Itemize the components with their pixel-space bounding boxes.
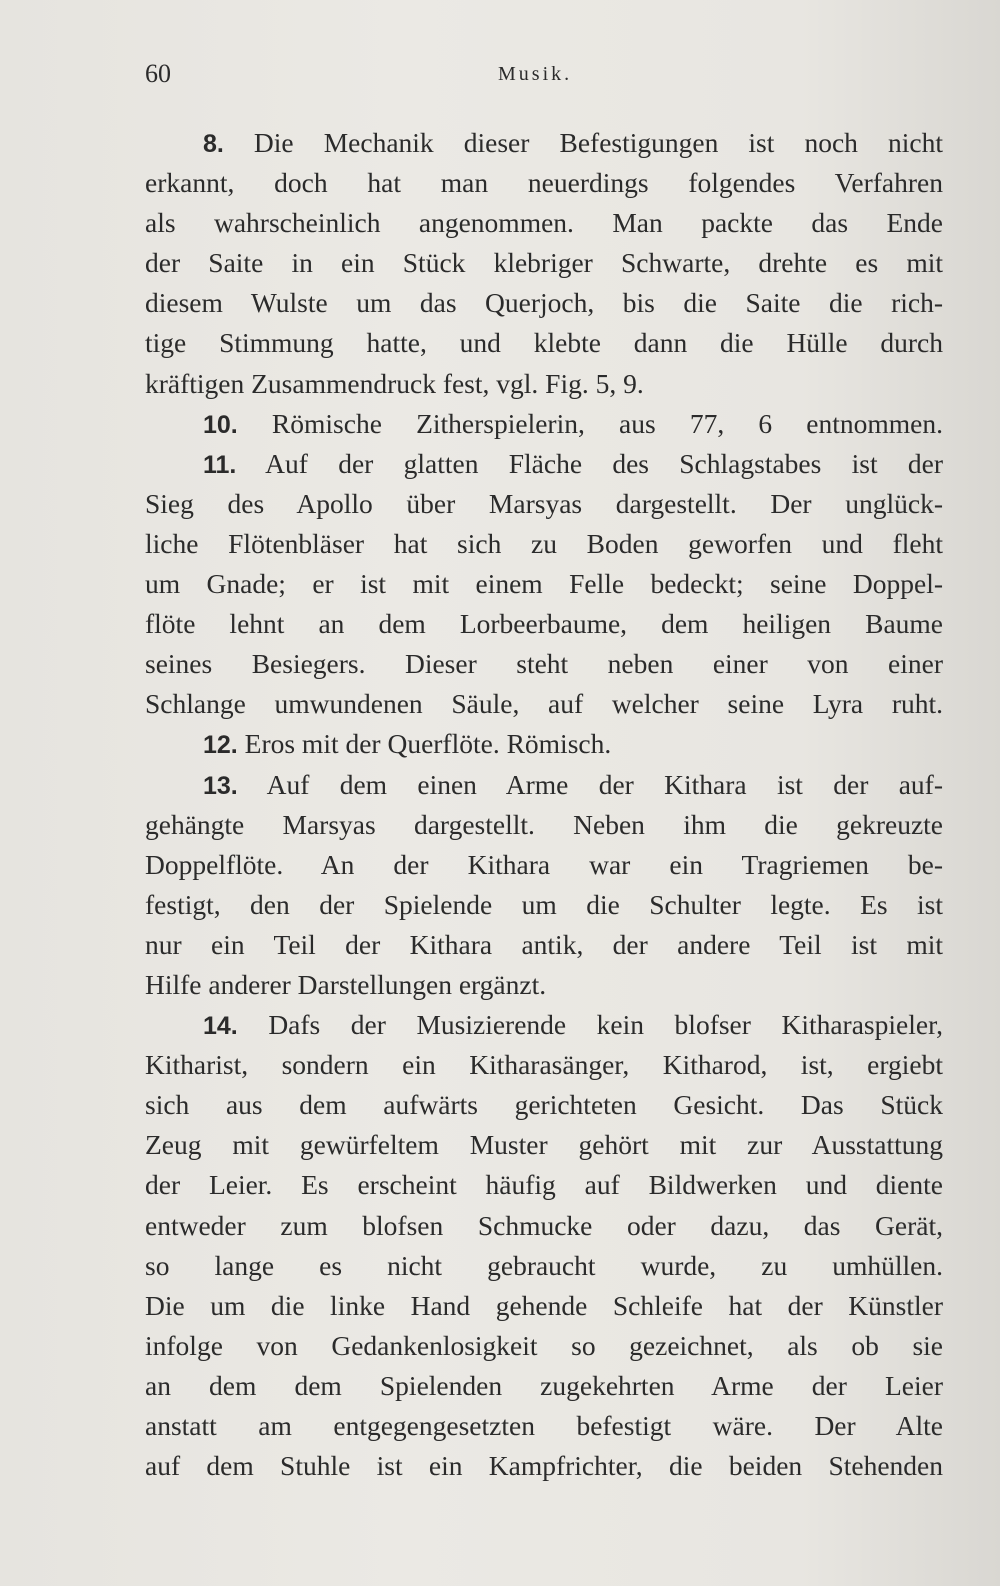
line-text: Zeug mit gewürfeltem Muster gehört mit zur Ausstattung bbox=[145, 1129, 943, 1161]
text-line bbox=[145, 123, 943, 163]
note-number: 12. bbox=[203, 731, 238, 760]
text-line bbox=[145, 965, 943, 1005]
line-text: diesem Wulste um das Querjoch, bis die Saite die rich- bbox=[145, 287, 943, 319]
note-number: 14. bbox=[203, 1012, 238, 1041]
text-line bbox=[145, 444, 943, 484]
text-line bbox=[145, 684, 943, 724]
text-line bbox=[145, 1366, 943, 1406]
page-number: 60 bbox=[145, 59, 171, 88]
line-text: Eros mit der Querflöte. Römisch. bbox=[237, 728, 612, 760]
body-text bbox=[145, 123, 943, 1486]
note-number: 13. bbox=[203, 771, 238, 800]
text-line bbox=[145, 1326, 943, 1366]
note-number: 10. bbox=[203, 410, 238, 439]
line-text: entweder zum blofsen Schmucke oder dazu, das Gerät, bbox=[145, 1209, 943, 1241]
line-text: Dafs der Musizierende kein blofser Kitharaspieler, bbox=[237, 1009, 943, 1041]
text-line bbox=[145, 564, 943, 604]
text-line bbox=[145, 1045, 943, 1085]
line-text: anstatt am entgegengesetzten befestigt wäre. Der Alte bbox=[145, 1410, 943, 1441]
line-text: Die um die linke Hand gehende Schleife hat der Künstler bbox=[145, 1289, 943, 1321]
text-line bbox=[145, 1246, 943, 1286]
text-line bbox=[145, 805, 943, 845]
line-text: der Leier. Es erscheint häufig auf Bildwerken und diente bbox=[145, 1169, 943, 1201]
line-text: Kitharist, sondern ein Kitharasänger, Kitharod, ist, ergiebt bbox=[145, 1049, 943, 1081]
line-text: Hilfe anderer Darstellungen ergänzt. bbox=[145, 968, 547, 1000]
line-text: als wahrscheinlich angenommen. Man packte das Ende bbox=[145, 207, 943, 239]
text-line bbox=[145, 163, 943, 203]
running-title: Musik. bbox=[498, 63, 573, 85]
text-line bbox=[145, 484, 943, 524]
line-text: Schlange umwundenen Säule, auf welcher seine Lyra ruht. bbox=[145, 688, 943, 720]
text-line bbox=[145, 845, 943, 885]
line-text: nur ein Teil der Kithara antik, der andere Teil ist mit bbox=[145, 928, 943, 960]
line-text: erkannt, doch hat man neuerdings folgendes Verfahren bbox=[145, 167, 943, 199]
line-text: um Gnade; er ist mit einem Felle bedeckt; seine Doppel- bbox=[145, 568, 943, 600]
line-text: festigt, den der Spielende um die Schulter legte. Es ist bbox=[145, 888, 943, 920]
text-line bbox=[145, 524, 943, 564]
note-number: 8. bbox=[203, 130, 224, 158]
text-line bbox=[145, 885, 943, 925]
text-line bbox=[145, 1286, 943, 1326]
text-line bbox=[145, 724, 943, 764]
line-text: flöte lehnt an dem Lorbeerbaume, dem heiligen Baume bbox=[145, 608, 943, 640]
line-text: so lange es nicht gebraucht wurde, zu umhüllen. bbox=[145, 1249, 943, 1281]
text-line bbox=[145, 404, 943, 444]
text-line bbox=[145, 323, 943, 363]
text-line bbox=[145, 1446, 943, 1486]
text-line bbox=[145, 604, 943, 644]
text-line bbox=[145, 1005, 943, 1045]
page-header bbox=[145, 56, 945, 92]
text-line bbox=[145, 925, 943, 965]
line-text: infolge von Gedankenlosigkeit so gezeichnet, als ob sie bbox=[145, 1329, 943, 1361]
text-line bbox=[145, 1125, 943, 1165]
line-text: der Saite in ein Stück klebriger Schwarte, drehte es mit bbox=[145, 247, 943, 279]
line-text: an dem dem Spielenden zugekehrten Arme der Leier bbox=[145, 1369, 943, 1401]
text-line bbox=[145, 1406, 943, 1446]
line-text: Die Mechanik dieser Befestigungen ist noch nicht bbox=[223, 127, 943, 158]
line-text: kräftigen Zusammendruck fest, vgl. Fig. 5, 9. bbox=[145, 367, 644, 399]
text-line bbox=[145, 644, 943, 684]
line-text: sich aus dem aufwärts gerichteten Gesicht. Das Stück bbox=[145, 1089, 943, 1121]
line-text: Römische Zitherspielerin, aus 77, 6 entnommen. bbox=[237, 407, 943, 439]
text-line bbox=[145, 203, 943, 243]
text-line bbox=[145, 364, 943, 404]
line-text: auf dem Stuhle ist ein Kampfrichter, die beiden Stehenden bbox=[145, 1450, 943, 1482]
note-number: 11. bbox=[203, 450, 237, 479]
text-line bbox=[145, 1165, 943, 1205]
text-line bbox=[145, 1085, 943, 1125]
line-text: Doppelflöte. An der Kithara war ein Tragriemen be- bbox=[145, 848, 943, 880]
text-line bbox=[145, 765, 943, 805]
line-text: liche Flötenbläser hat sich zu Boden geworfen und fleht bbox=[145, 527, 943, 559]
line-text: tige Stimmung hatte, und klebte dann die Hülle durch bbox=[145, 327, 943, 359]
line-text: Auf dem einen Arme der Kithara ist der auf- bbox=[237, 768, 943, 800]
text-line bbox=[145, 283, 943, 323]
line-text: gehängte Marsyas dargestellt. Neben ihm die gekreuzte bbox=[145, 808, 943, 840]
text-line bbox=[145, 243, 943, 283]
line-text: Auf der glatten Fläche des Schlagstabes ist der bbox=[236, 447, 943, 479]
line-text: Sieg des Apollo über Marsyas dargestellt. Der unglück- bbox=[145, 487, 943, 519]
line-text: seines Besiegers. Dieser steht neben einer von einer bbox=[145, 648, 943, 680]
text-line bbox=[145, 1206, 943, 1246]
